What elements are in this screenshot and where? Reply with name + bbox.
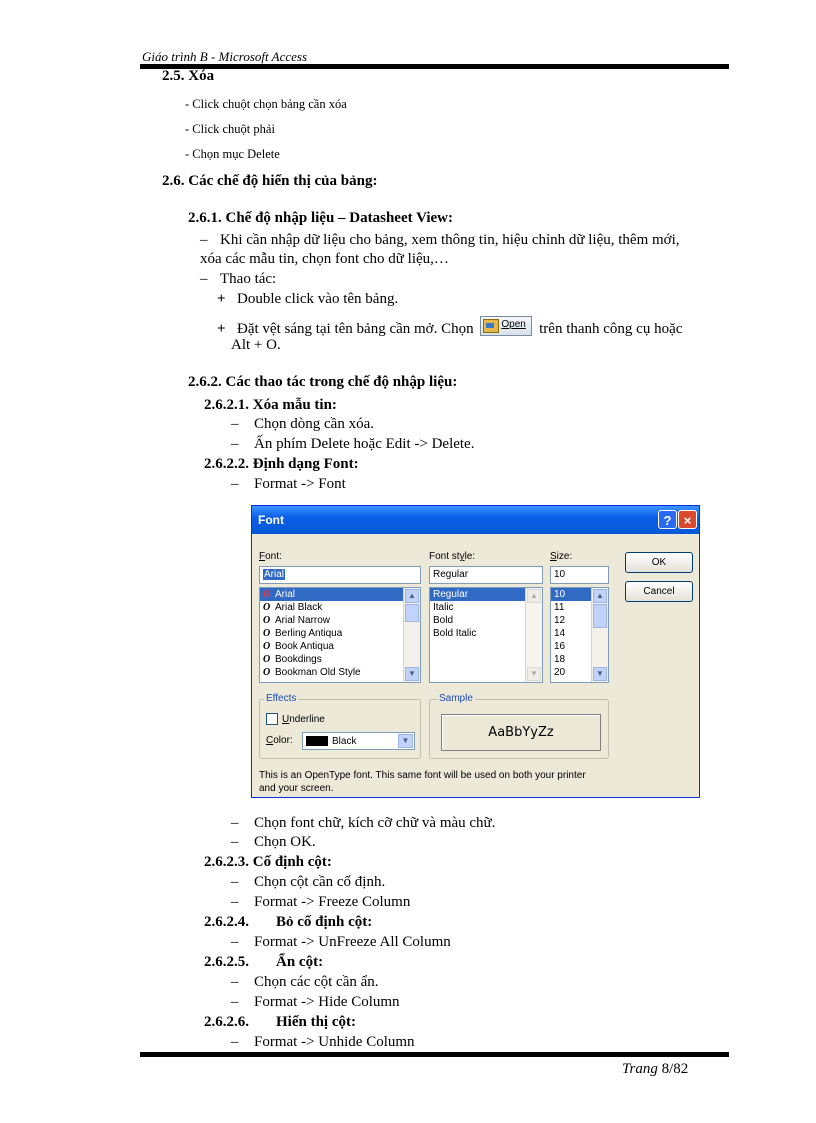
close-icon[interactable]: × — [678, 510, 697, 529]
list-item — [200, 271, 276, 288]
open-folder-icon — [483, 319, 499, 333]
dash-bullet: – — [231, 476, 239, 492]
styles-item-label: Italic — [433, 602, 454, 613]
opentype-icon: O — [263, 667, 271, 678]
opentype-info-line: and your screen. — [259, 783, 334, 794]
dash-bullet: – — [231, 416, 239, 432]
list-item-text: Thao tác: — [220, 271, 277, 287]
dash-bullet: – — [200, 232, 208, 248]
paragraph-text: Khi cần nhập dữ liệu cho bảng, xem thông tin, hiệu chỉnh dữ liệu, thêm mới, — [220, 232, 680, 248]
page-number: Trang 8/82 — [622, 1061, 689, 1077]
list-item: - Click chuột phải — [185, 122, 275, 136]
font-dialog — [251, 505, 700, 798]
sizes-item-label: 16 — [554, 641, 566, 652]
list-item — [231, 416, 374, 433]
scroll-down-icon[interactable]: ▼ — [405, 667, 419, 681]
heading-2-6-1: 2.6.1. Chế độ nhập liệu – Datasheet View: — [188, 210, 454, 226]
dialog-title: Font — [258, 513, 284, 527]
sizes-item-label: 20 — [554, 667, 566, 678]
font-style-label: Font style: — [429, 551, 476, 562]
scroll-up-icon[interactable]: ▲ — [593, 589, 607, 603]
dash-bullet: – — [231, 1034, 239, 1050]
scroll-up-icon: ▲ — [527, 589, 541, 603]
list-item-text: Format -> Unhide Column — [254, 1034, 415, 1050]
list-item — [231, 815, 495, 832]
size-label: Size: — [550, 551, 573, 562]
list-item — [231, 994, 400, 1011]
heading-2-6-2-4: 2.6.2.4. Bỏ cố định cột: — [204, 914, 373, 930]
heading-2-6-2: 2.6.2. Các thao tác trong chế độ nhập liệu: — [188, 374, 458, 390]
help-icon[interactable]: ? — [658, 510, 677, 529]
sizes-item-label: 10 — [554, 589, 566, 600]
heading-2-6-2-2: 2.6.2.2. Định dạng Font: — [204, 456, 359, 472]
heading-2-6-2-1: 2.6.2.1. Xóa mẫu tin: — [204, 397, 337, 413]
ok-button[interactable]: OK — [625, 552, 693, 573]
dash-bullet: – — [231, 874, 239, 890]
font-style-input[interactable]: Regular — [429, 566, 543, 584]
plus-bullet: + — [217, 291, 226, 307]
scroll-up-icon[interactable]: ▲ — [405, 589, 419, 603]
fonts-item-label: Bookman Old Style — [275, 667, 361, 678]
opentype-info-line: This is an OpenType font. This same font will be used on both your printer — [259, 770, 586, 781]
list-item-continuation: Alt + O. — [231, 337, 281, 353]
color-label: Color: — [266, 735, 293, 746]
sample-preview: AaBbYyZz — [441, 714, 601, 751]
list-item-text: Chọn dòng cần xóa. — [254, 416, 374, 432]
list-item-text: Chọn cột cần cố định. — [254, 874, 386, 890]
heading-2-6-2-6: 2.6.2.6. Hiển thị cột: — [204, 1014, 356, 1030]
fonts-item[interactable] — [260, 666, 420, 679]
sizes-item-label: 14 — [554, 628, 566, 639]
fonts-item[interactable] — [260, 601, 420, 614]
list-item — [217, 316, 729, 338]
chevron-down-icon[interactable]: ▼ — [398, 734, 413, 748]
heading-2-6-2-5: 2.6.2.5. Ẩn cột: — [204, 954, 324, 970]
list-item-text: Format -> UnFreeze All Column — [254, 934, 451, 950]
font-list-scrollbar[interactable] — [403, 588, 420, 682]
list-item — [231, 934, 451, 951]
dash-bullet: – — [231, 974, 239, 990]
fonts-item[interactable] — [260, 588, 420, 601]
dash-bullet: – — [231, 994, 239, 1010]
sizes-item-label: 11 — [554, 602, 565, 613]
font-list[interactable] — [259, 587, 421, 683]
fonts-item-label: Book Antiqua — [275, 641, 334, 652]
opentype-icon: O — [263, 602, 271, 613]
list-item — [231, 874, 385, 891]
underline-checkbox[interactable] — [266, 713, 278, 725]
font-input[interactable]: Arial — [259, 566, 421, 584]
dash-bullet: – — [231, 834, 239, 850]
dash-bullet: – — [231, 934, 239, 950]
font-label: Font: — [259, 551, 282, 562]
list-item-text: Đặt vệt sáng tại tên bảng cần mở. Chọn — [237, 321, 474, 337]
fonts-item[interactable] — [260, 627, 420, 640]
opentype-icon: O — [263, 628, 271, 639]
opentype-icon: O — [263, 654, 271, 665]
fonts-item[interactable] — [260, 653, 420, 666]
sizes-item-label: 18 — [554, 654, 566, 665]
fonts-item-label: Arial — [275, 589, 296, 600]
styles-item-label: Regular — [433, 589, 469, 600]
sample-label: Sample — [439, 693, 473, 704]
dash-bullet: – — [200, 271, 208, 287]
effects-group — [259, 699, 421, 759]
cancel-button[interactable]: Cancel — [625, 581, 693, 602]
list-item — [231, 476, 346, 493]
scroll-thumb[interactable] — [405, 604, 419, 622]
list-item-text: Format -> Hide Column — [254, 994, 400, 1010]
list-item-text: Chọn OK. — [254, 834, 316, 850]
font-style-list[interactable] — [429, 587, 543, 683]
scroll-down-icon: ▼ — [527, 667, 541, 681]
list-item — [231, 1034, 415, 1051]
fonts-item[interactable] — [260, 640, 420, 653]
effects-label: Effects — [266, 693, 297, 704]
size-list[interactable] — [550, 587, 609, 683]
fonts-item-label: Berling Antiqua — [275, 628, 343, 639]
open-toolbar-button[interactable] — [480, 316, 532, 336]
list-item — [231, 834, 316, 851]
fonts-item[interactable] — [260, 614, 420, 627]
paragraph-line: xóa các mẫu tin, chọn font cho dữ liệu,… — [200, 251, 449, 267]
list-item-text: trên thanh công cụ hoặc — [539, 321, 683, 337]
heading-2-6-2-3: 2.6.2.3. Cố định cột: — [204, 854, 332, 870]
color-swatch — [306, 736, 328, 746]
size-list-scrollbar[interactable] — [591, 588, 608, 682]
open-button-label: Open — [501, 319, 526, 330]
list-item: - Click chuột chọn bảng cần xóa — [185, 97, 347, 111]
fonts-item-label: Arial Narrow — [275, 615, 331, 626]
header-rule — [140, 64, 729, 69]
color-select[interactable] — [302, 732, 415, 750]
opentype-icon: O — [263, 641, 271, 652]
page-header: Giáo trình B - Microsoft Access — [142, 49, 308, 64]
sizes-item-label: 12 — [554, 615, 566, 626]
list-item — [231, 974, 379, 991]
size-input[interactable]: 10 — [550, 566, 609, 584]
list-item-text: Chọn font chữ, kích cỡ chữ và màu chữ. — [254, 815, 496, 831]
fonts-item-label: Arial Black — [275, 602, 323, 613]
list-item — [231, 894, 410, 911]
style-list-scrollbar — [525, 588, 542, 682]
dash-bullet: – — [231, 894, 239, 910]
scroll-down-icon[interactable]: ▼ — [593, 667, 607, 681]
dash-bullet: – — [231, 436, 239, 452]
list-item-text: Chọn các cột cần ẩn. — [254, 974, 379, 990]
paragraph-line — [200, 232, 728, 249]
list-item-text: Format -> Font — [254, 476, 346, 492]
heading-2-5: 2.5. Xóa — [162, 68, 215, 84]
styles-item-label: Bold — [433, 615, 454, 626]
list-item-text: Format -> Freeze Column — [254, 894, 411, 910]
plus-bullet: + — [217, 321, 226, 337]
styles-item-label: Bold Italic — [433, 628, 477, 639]
scroll-thumb[interactable] — [593, 604, 607, 628]
dash-bullet: – — [231, 815, 239, 831]
dialog-title-bar — [252, 506, 699, 534]
list-item-text: Ấn phím Delete hoặc Edit -> Delete. — [254, 436, 475, 452]
list-item-text: Double click vào tên bảng. — [237, 291, 399, 307]
heading-2-6: 2.6. Các chế độ hiển thị của bảng: — [162, 173, 378, 189]
list-item — [231, 436, 474, 453]
opentype-icon: O — [263, 589, 271, 600]
opentype-icon: O — [263, 615, 271, 626]
list-item — [217, 291, 398, 308]
list-item: - Chọn mục Delete — [185, 147, 280, 161]
fonts-item-label: Bookdings — [275, 654, 322, 665]
underline-label: Underline — [282, 714, 325, 725]
footer-rule — [140, 1052, 729, 1057]
color-value: Black — [332, 736, 357, 747]
